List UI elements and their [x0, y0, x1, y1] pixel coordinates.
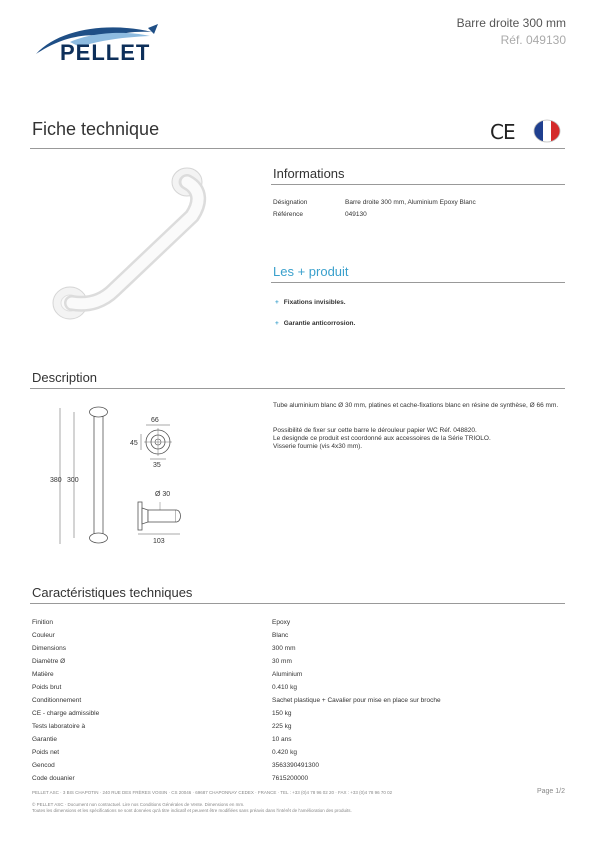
les-plus-divider: [271, 282, 565, 283]
spec-value: 10 ans: [272, 736, 292, 743]
footer-legal: © PELLET ASC · Document non contractuel. Lire nos Conditions Générales de Vente. Dimensions en mm.: [32, 802, 245, 807]
spec-value: 300 mm: [272, 645, 296, 652]
product-title: Barre droite 300 mm: [456, 16, 566, 30]
description-divider: [30, 388, 565, 389]
dim-height-label: 45: [130, 440, 138, 447]
spec-value: 225 kg: [272, 723, 292, 730]
product-photo: [42, 160, 222, 330]
spec-label: Matière: [32, 671, 54, 678]
caracteristiques-divider: [30, 603, 565, 604]
dim-offset-label: 35: [153, 462, 161, 469]
caracteristiques-title: Caractéristiques techniques: [32, 585, 193, 600]
informations-divider: [271, 184, 565, 185]
france-flag-icon: [531, 118, 563, 144]
description-paragraph: Possibilité de fixer sur cette barre le dérouleur papier WC Réf. 048820.: [273, 427, 477, 434]
dim-plate-label: 66: [151, 417, 159, 424]
dim-total-label: 380: [50, 477, 62, 484]
info-value-reference: 049130: [345, 211, 367, 218]
informations-title: Informations: [273, 166, 345, 181]
spec-value: 0.410 kg: [272, 684, 297, 691]
spec-label: Poids net: [32, 749, 60, 756]
title-divider: [30, 148, 565, 149]
spec-label: Couleur: [32, 632, 55, 639]
description-paragraph: Visserie fournie (vis 4x30 mm).: [273, 443, 363, 450]
spec-label: Gencod: [32, 762, 55, 769]
dim-tube-label: Ø 30: [155, 491, 171, 498]
dim-depth-label: 103: [153, 538, 165, 545]
spec-label: Poids brut: [32, 684, 62, 691]
spec-label: Garantie: [32, 736, 57, 743]
list-item: + Garantie anticorrosion.: [275, 320, 356, 327]
spec-value: 0.420 kg: [272, 749, 297, 756]
spec-value: Epoxy: [272, 619, 291, 626]
footer-legal: Toutes les dimensions et les spécifications ne sont données qu'à titre indicatif et peuvent être modifiées sans préavis dans l'intérêt de l'amélioration des produits.: [32, 808, 352, 813]
brand-wordmark: PELLET: [60, 40, 151, 65]
spec-label: Finition: [32, 619, 53, 626]
spec-label: Diamètre Ø: [32, 658, 66, 665]
spec-value: 7615200000: [272, 775, 309, 782]
spec-label: Conditionnement: [32, 697, 82, 704]
spec-value: 150 kg: [272, 710, 292, 717]
info-label-reference: Référence: [273, 211, 303, 218]
spec-value: Sachet plastique + Cavalier pour mise en place sur broche: [272, 697, 441, 704]
brand-logo: [30, 18, 180, 68]
dim-span-label: 300: [67, 477, 79, 484]
plus-icon: +: [275, 320, 279, 327]
info-value-designation: Barre droite 300 mm, Aluminium Epoxy Blanc: [345, 199, 476, 206]
spec-label: Dimensions: [32, 645, 66, 652]
page-number: Page 1/2: [536, 788, 565, 795]
spec-label: Code douanier: [32, 775, 75, 782]
footer-address: PELLET ASC · 3 BIS CHAPOTIN · 240 RUE DES FRÈRES VOISIN · CS 20046 · 69687 CHAPONNAY CEDEX · FRANCE · TEL : +33 (0)4 78 96 02 20 · FAX : +33 (0)4 78 96 70 02: [32, 790, 393, 795]
description-paragraph: Le designde ce produit est coordonné aux accessoires de la Série TRIOLO.: [273, 435, 491, 442]
spec-value: Blanc: [272, 632, 289, 639]
product-reference: Réf. 049130: [500, 33, 566, 47]
spec-label: Tests laboratoire à: [32, 723, 86, 730]
page-title: Fiche technique: [32, 119, 160, 139]
plus-icon: +: [275, 299, 279, 306]
technical-drawing: [40, 398, 240, 558]
spec-value: Aluminium: [272, 671, 303, 678]
description-title: Description: [32, 370, 98, 385]
les-plus-title: Les + produit: [273, 264, 349, 279]
info-label-designation: Désignation: [273, 199, 308, 206]
description-paragraph: Tube aluminium blanc Ø 30 mm, platines et cache-fixations blanc en résine de synthèse, Ø 66 mm.: [273, 402, 559, 409]
ce-mark-icon: CE: [490, 120, 515, 144]
spec-value: 30 mm: [272, 658, 292, 665]
spec-value: 3563390491300: [272, 762, 319, 769]
list-item: + Fixations invisibles.: [275, 299, 346, 306]
spec-label: CE - charge admissible: [32, 710, 100, 717]
